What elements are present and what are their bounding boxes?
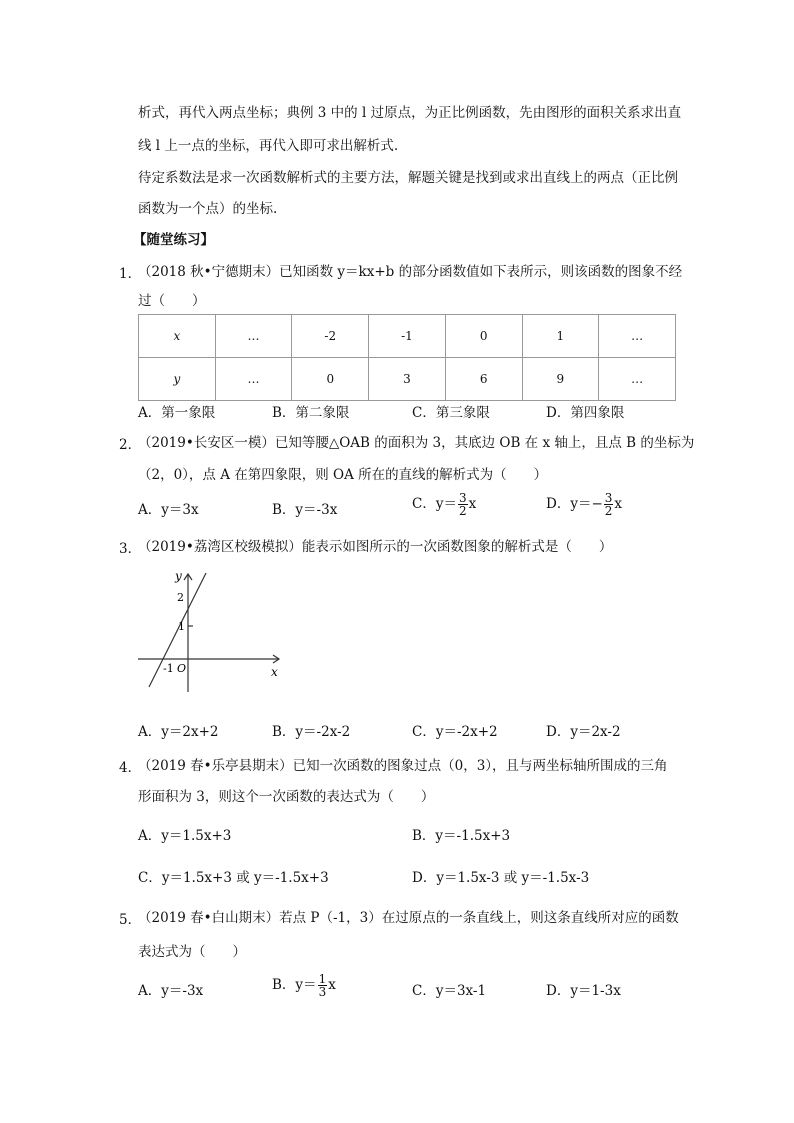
option-c[interactable]: C．y＝-2x+2 xyxy=(412,724,498,740)
numerator: 1 xyxy=(318,972,327,986)
option-label: B． xyxy=(272,502,296,518)
numerator: 3 xyxy=(604,491,613,505)
fraction xyxy=(318,973,328,998)
table-cell: 0 xyxy=(445,315,522,358)
question-2-text: （2019•长安区一模）已知等腰△OAB 的面积为 3，其底边 OB 在 x 轴上，且点 B 的坐标为 xyxy=(138,435,695,451)
intro-line-2: 线 l 上一点的坐标，再代入即可求出解析式. xyxy=(138,138,399,154)
table-cell: -1 xyxy=(369,315,446,358)
option-expr-suffix: x xyxy=(468,496,477,512)
option-label: C． xyxy=(412,496,436,512)
table-cell: 3 xyxy=(369,358,446,401)
option-label: B． xyxy=(272,977,296,993)
option-expr: y＝1-3x xyxy=(570,983,621,999)
option-label: D． xyxy=(546,496,571,512)
section-title: 【随堂练习】 xyxy=(133,232,214,248)
intro-line-4: 函数为一个点）的坐标. xyxy=(138,201,278,217)
option-d[interactable]: D．y＝1.5x-3 或 y＝-1.5x-3 xyxy=(412,870,590,886)
table-cell: 1 xyxy=(522,315,599,358)
y-axis-label: y xyxy=(175,569,182,583)
table-row-x xyxy=(139,315,676,358)
option-a[interactable] xyxy=(138,979,203,999)
question-4-options-row-1 xyxy=(138,824,678,846)
table-cell: -2 xyxy=(292,315,369,358)
question-5-text-cont: 表达式为（ ） xyxy=(138,944,246,960)
question-5-options xyxy=(138,972,678,1001)
option-a[interactable]: A．第一象限 xyxy=(138,405,216,421)
fraction xyxy=(458,492,468,517)
option-expr: y＝-3x xyxy=(295,502,338,518)
table-cell: 0 xyxy=(292,358,369,401)
option-expr-prefix: y＝ xyxy=(435,496,457,512)
option-expr-prefix: y＝ xyxy=(295,977,317,993)
table-cell: … xyxy=(599,315,676,358)
intro-line-1: 析式，再代入两点坐标；典例 3 中的 l 过原点，为正比例函数，先由图形的面积关系求出直 xyxy=(138,105,682,121)
option-expr-suffix: x xyxy=(328,977,336,993)
option-a[interactable] xyxy=(138,498,199,518)
table-cell: x xyxy=(139,315,216,358)
option-label: A． xyxy=(138,983,162,999)
tick-label-xm1: -1 xyxy=(163,662,174,675)
question-3-number: 3． xyxy=(119,541,142,557)
question-4-text: （2019 春•乐亭县期末）已知一次函数的图象过点（0，3），且与两坐标轴所围成的三角 xyxy=(138,758,668,774)
option-label: A． xyxy=(138,502,162,518)
option-a[interactable]: A．y＝2x+2 xyxy=(138,724,219,740)
option-d[interactable] xyxy=(546,979,621,999)
x-axis-label: x xyxy=(271,665,278,679)
table-cell: 9 xyxy=(522,358,599,401)
question-5-number: 5． xyxy=(119,912,142,928)
linear-function-graph xyxy=(133,564,283,694)
table-cell: 6 xyxy=(445,358,522,401)
option-d[interactable] xyxy=(546,492,622,517)
numerator: 3 xyxy=(458,491,467,505)
table-cell: y xyxy=(139,358,216,401)
question-1-options xyxy=(138,401,678,423)
table-cell: … xyxy=(215,358,292,401)
question-1-text-cont: 过（ ） xyxy=(138,293,206,309)
question-4-text-cont: 形面积为 3，则这个一次函数的表达式为（ ） xyxy=(138,789,435,805)
option-expr: y＝3x-1 xyxy=(435,983,487,999)
denominator: 2 xyxy=(604,504,613,518)
question-1-number: 1． xyxy=(119,266,142,282)
option-b[interactable]: B．y＝-1.5x+3 xyxy=(412,828,511,844)
question-3-text: （2019•荔湾区校级模拟）能表示如图所示的一次函数图象的解析式是（ ） xyxy=(138,539,613,555)
question-2-options xyxy=(138,491,678,520)
option-label: C． xyxy=(412,983,436,999)
question-4-options-row-2 xyxy=(138,866,678,888)
question-5-text: （2019 春•白山期末）若点 P（-1，3）在过原点的一条直线上，则这条直线所对应的函数 xyxy=(138,910,679,926)
option-b[interactable]: B．第二象限 xyxy=(272,405,350,421)
function-values-table xyxy=(138,314,676,401)
tick-label-y1: 1 xyxy=(178,620,185,633)
question-2-text-cont: （2，0），点 A 在第四象限，则 OA 所在的直线的解析式为（ ） xyxy=(138,467,548,483)
option-c[interactable]: C．第三象限 xyxy=(412,405,490,421)
option-c[interactable] xyxy=(412,492,476,517)
tick-label-y2: 2 xyxy=(177,591,184,604)
question-2-number: 2． xyxy=(119,437,142,453)
table-row-y xyxy=(139,358,676,401)
option-d[interactable]: D．第四象限 xyxy=(546,405,625,421)
intro-line-3: 待定系数法是求一次函数解析式的主要方法，解题关键是找到或求出直线上的两点（正比例 xyxy=(138,170,678,186)
option-c[interactable] xyxy=(412,979,486,999)
option-expr-suffix: x xyxy=(614,496,623,512)
option-b[interactable] xyxy=(272,498,337,518)
option-expr: y＝-3x xyxy=(161,983,204,999)
question-4-number: 4． xyxy=(119,760,142,776)
option-b[interactable]: B．y＝-2x-2 xyxy=(272,724,351,740)
option-expr-prefix: y＝− xyxy=(570,496,603,512)
option-a[interactable]: A．y＝1.5x+3 xyxy=(138,828,232,844)
question-3-options xyxy=(138,720,678,742)
question-1-text: （2018 秋•宁德期末）已知函数 y＝kx+b 的部分函数值如下表所示，则该函数的图象不经 xyxy=(138,264,683,280)
table-cell: … xyxy=(599,358,676,401)
option-label: D． xyxy=(546,983,571,999)
option-c[interactable]: C．y＝1.5x+3 或 y＝-1.5x+3 xyxy=(138,870,329,886)
origin-label: O xyxy=(177,662,187,675)
option-b[interactable] xyxy=(272,973,336,998)
table-cell: … xyxy=(215,315,292,358)
option-expr: y＝3x xyxy=(161,502,199,518)
option-d[interactable]: D．y＝2x-2 xyxy=(546,724,621,740)
denominator: 3 xyxy=(318,985,327,999)
fraction xyxy=(604,492,614,517)
denominator: 2 xyxy=(458,504,467,518)
